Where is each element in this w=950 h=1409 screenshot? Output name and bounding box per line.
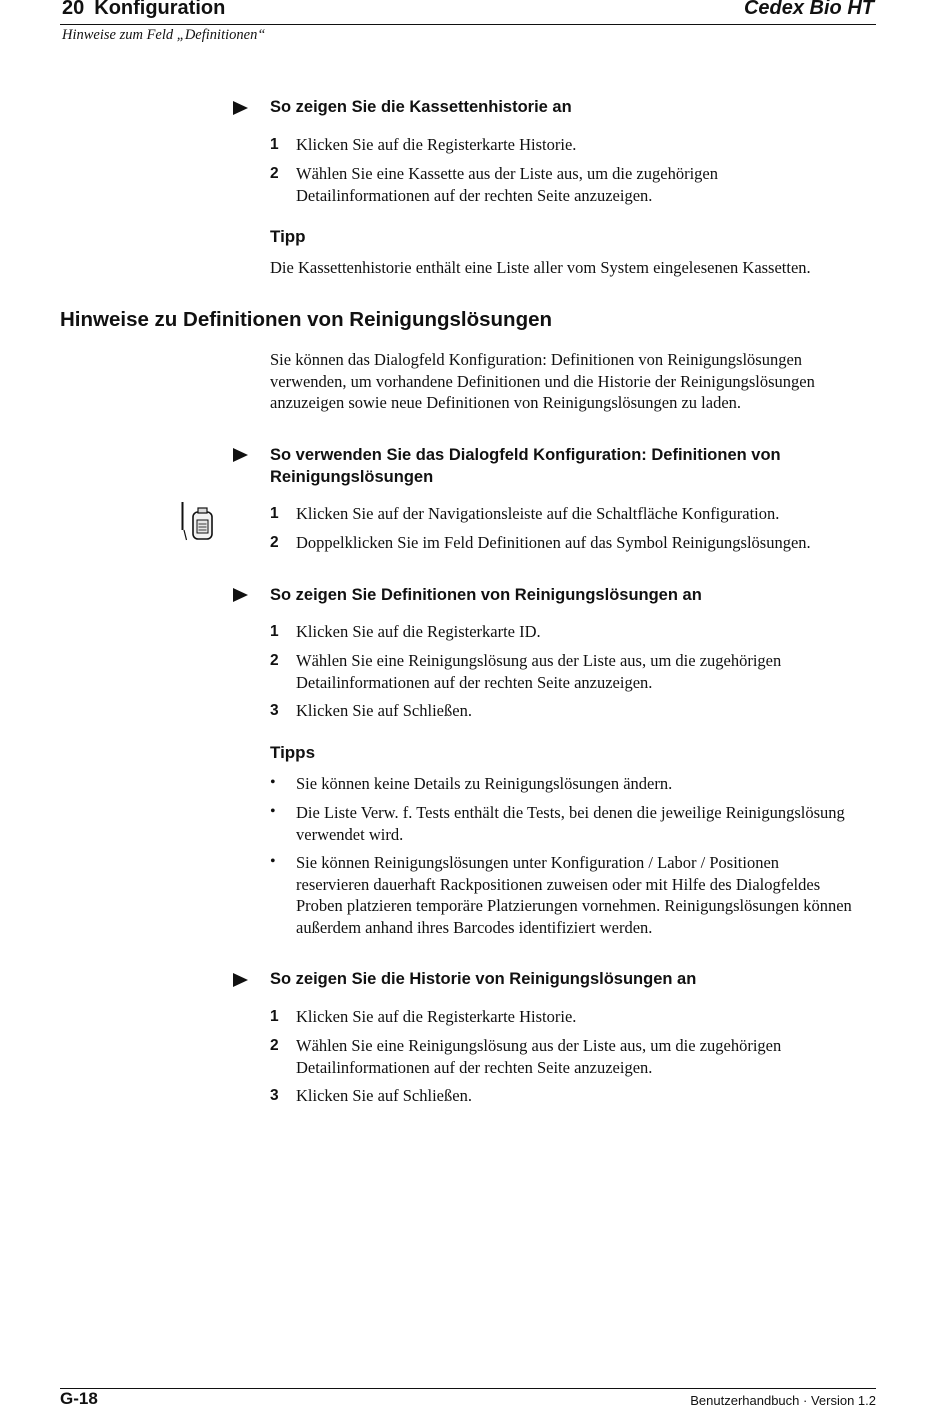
step-text: Klicken Sie auf der Navigationsleiste auf die Schaltfläche Konfiguration. [296, 504, 780, 523]
step-number: 2 [270, 165, 279, 182]
tip-item: Die Liste Verw. f. Tests enthält die Tests, bei denen die jeweilige Reinigungslösung verwendet wird. [296, 803, 845, 844]
step-number: 3 [270, 1087, 279, 1104]
step-text: Wählen Sie eine Reinigungslösung aus der Liste aus, um die zugehörigen Detailinformationen auf der rechten Seite anzuzeigen. [296, 1036, 782, 1077]
bullet: • [270, 803, 276, 820]
step-text: Klicken Sie auf die Registerkarte Historie. [296, 135, 577, 154]
procedure-arrow-icon [233, 448, 248, 462]
header-rule [60, 24, 876, 25]
tip-text: Die Kassettenhistorie enthält eine Liste aller vom System eingelesenen Kassetten. [270, 258, 811, 277]
product-name: Cedex Bio HT [743, 0, 874, 19]
tip-heading: Tipp [270, 227, 306, 246]
step-number: 2 [270, 1037, 279, 1054]
header-subtitle: Hinweise zum Feld „Definitionen“ [62, 27, 266, 43]
procedure-title: So zeigen Sie die Kassettenhistorie an [270, 98, 572, 116]
step-number: 2 [270, 652, 279, 669]
section-title: Hinweise zu Definitionen von Reinigungslösungen [60, 308, 553, 331]
section-intro: Sie können das Dialogfeld Konfiguration: Definitionen von Reinigungslösungen verwenden, um vorhandene Definitionen und die Historie der Reinigungslösungen anzuzeigen sowie neue Definitionen von Reinigungslösungen zu laden. [270, 350, 815, 412]
step-number: 3 [270, 702, 279, 719]
tip-item: Sie können keine Details zu Reinigungslösungen ändern. [296, 774, 673, 793]
step-number: 1 [270, 623, 279, 640]
chapter-title: Konfiguration [94, 0, 226, 19]
chapter-number: 20 [62, 0, 85, 19]
step-number: 1 [270, 136, 279, 153]
tip-item: Sie können Reinigungslösungen unter Konfiguration / Labor / Positionen reservieren dauerhaft Rackpositionen zuweisen oder mit Hilfe des Dialogfeldes Proben platzieren temporäre Platzierungen vornehmen. Reinigungslösungen können außerdem anhand ihres Barcodes identifiziert werden. [296, 853, 852, 937]
page-number: G-18 [60, 1389, 98, 1408]
step-text: Klicken Sie auf die Registerkarte ID. [296, 622, 541, 641]
chapter-heading [62, 0, 225, 20]
configuration-nav-icon [180, 500, 216, 542]
step-number: 2 [270, 534, 279, 551]
procedure-arrow-icon [233, 588, 248, 602]
procedure-title: So zeigen Sie Definitionen von Reinigungslösungen an [270, 586, 702, 604]
tips-heading: Tipps [270, 743, 316, 762]
step-text: Doppelklicken Sie im Feld Definitionen auf das Symbol Reinigungslösungen. [296, 533, 811, 552]
step-text: Klicken Sie auf Schließen. [296, 1086, 472, 1105]
manual-version: Benutzerhandbuch · Version 1.2 [690, 1393, 876, 1408]
procedure-arrow-icon [233, 973, 248, 987]
step-text: Wählen Sie eine Reinigungslösung aus der Liste aus, um die zugehörigen Detailinformationen auf der rechten Seite anzuzeigen. [296, 651, 782, 692]
bullet: • [270, 774, 276, 791]
step-number: 1 [270, 505, 279, 522]
step-text: Klicken Sie auf Schließen. [296, 701, 472, 720]
step-number: 1 [270, 1008, 279, 1025]
step-text: Klicken Sie auf die Registerkarte Historie. [296, 1007, 577, 1026]
procedure-title: So zeigen Sie die Historie von Reinigungslösungen an [270, 970, 697, 988]
step-text: Wählen Sie eine Kassette aus der Liste aus, um die zugehörigen Detailinformationen auf der rechten Seite anzuzeigen. [296, 164, 718, 205]
footer-rule [60, 1388, 876, 1389]
procedure-arrow-icon [233, 101, 248, 115]
procedure-title: So verwenden Sie das Dialogfeld Konfiguration: Definitionen von Reinigungslösungen [270, 446, 781, 486]
bullet: • [270, 853, 276, 870]
